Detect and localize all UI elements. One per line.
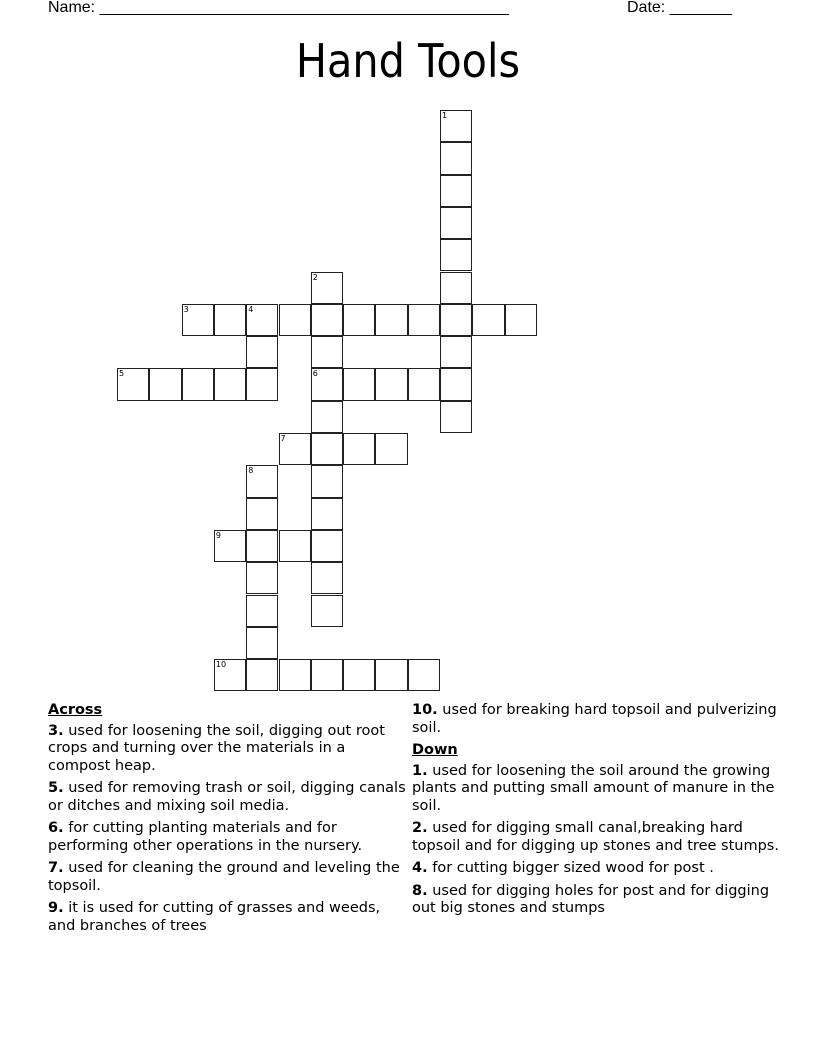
cell-number: 2 [312, 272, 318, 282]
crossword-cell[interactable] [440, 207, 472, 239]
down-heading: Down [412, 742, 458, 758]
crossword-cell[interactable] [440, 336, 472, 368]
crossword-cell[interactable] [375, 368, 407, 400]
crossword-cell[interactable] [246, 562, 278, 594]
clue-down-1 [412, 763, 782, 816]
crossword-cell[interactable] [311, 401, 343, 433]
clue-text: used for loosening the soil, digging out root crops and turning over the materials in a compost heap. [48, 722, 385, 774]
clue-number: 4. [412, 860, 428, 876]
cell-number: 3 [183, 304, 189, 314]
across-heading: Across [48, 702, 103, 718]
clue-text: used for cleaning the ground and leveling the topsoil. [48, 860, 400, 894]
crossword-cell[interactable] [408, 659, 440, 691]
crossword-cell[interactable] [311, 498, 343, 530]
clue-text: for cutting bigger sized wood for post . [427, 860, 714, 876]
cell-number: 9 [215, 530, 221, 540]
crossword-cell[interactable] [246, 336, 278, 368]
crossword-cell[interactable] [311, 336, 343, 368]
crossword-cell[interactable] [440, 401, 472, 433]
clue-number: 5. [48, 780, 64, 796]
crossword-cell[interactable] [246, 465, 278, 497]
crossword-cell[interactable] [375, 433, 407, 465]
clues-left-column [48, 702, 408, 940]
crossword-cell[interactable] [343, 368, 375, 400]
clue-number: 6. [48, 820, 64, 836]
crossword-cell[interactable] [311, 368, 343, 400]
crossword-cell[interactable] [214, 530, 246, 562]
crossword-cell[interactable] [279, 659, 311, 691]
crossword-cell[interactable] [246, 595, 278, 627]
crossword-cell[interactable] [246, 627, 278, 659]
crossword-cell[interactable] [343, 433, 375, 465]
crossword-cell[interactable] [246, 530, 278, 562]
crossword-cell[interactable] [311, 530, 343, 562]
clue-across-6 [48, 820, 408, 855]
clue-number: 2. [412, 820, 428, 836]
crossword-cell[interactable] [279, 304, 311, 336]
clue-down-4 [412, 860, 782, 878]
crossword-cell[interactable] [311, 595, 343, 627]
crossword-cell[interactable] [246, 368, 278, 400]
crossword-cell[interactable] [408, 368, 440, 400]
clue-across-3 [48, 723, 408, 776]
clue-text: used for digging small canal,breaking hard topsoil and for digging up stones and tree stumps. [412, 820, 779, 854]
clue-text: used for removing trash or soil, digging canals or ditches and mixing soil media. [48, 780, 406, 814]
crossword-cell[interactable] [375, 304, 407, 336]
crossword-cell[interactable] [440, 272, 472, 304]
crossword-cell[interactable] [440, 368, 472, 400]
clue-text: for cutting planting materials and for performing other operations in the nursery. [48, 820, 363, 854]
cell-number: 6 [312, 369, 318, 379]
crossword-cell[interactable] [343, 659, 375, 691]
crossword-cell[interactable] [311, 304, 343, 336]
clue-across-9 [48, 900, 408, 935]
crossword-cell[interactable] [440, 110, 472, 142]
crossword-cell[interactable] [311, 659, 343, 691]
cell-number: 4 [248, 304, 254, 314]
crossword-cell[interactable] [375, 659, 407, 691]
crossword-cell[interactable] [246, 498, 278, 530]
crossword-cell[interactable] [343, 304, 375, 336]
crossword-cell[interactable] [117, 368, 149, 400]
clue-across-5 [48, 780, 408, 815]
crossword-cell[interactable] [311, 272, 343, 304]
clue-across-10 [412, 702, 782, 737]
crossword-cell[interactable] [214, 368, 246, 400]
clue-across-7 [48, 860, 408, 895]
crossword-cell[interactable] [440, 304, 472, 336]
crossword-cell[interactable] [279, 530, 311, 562]
clue-text: it is used for cutting of grasses and weeds, and branches of trees [48, 900, 381, 934]
cell-number: 8 [248, 466, 254, 476]
crossword-cell[interactable] [246, 304, 278, 336]
clues-right-column [412, 702, 782, 923]
crossword-cell[interactable] [440, 239, 472, 271]
crossword-cell[interactable] [440, 175, 472, 207]
crossword-cell[interactable] [311, 465, 343, 497]
cell-number: 1 [442, 111, 448, 120]
crossword-cell[interactable] [311, 433, 343, 465]
crossword-cell[interactable] [440, 142, 472, 174]
date-field-label: Date: _______ [627, 0, 732, 16]
cell-number: 5 [119, 369, 125, 379]
name-field-label: Name: ______________________________________________ [48, 0, 509, 16]
crossword-cell[interactable] [311, 562, 343, 594]
crossword-cell[interactable] [149, 368, 181, 400]
crossword-cell[interactable] [182, 368, 214, 400]
crossword-cell[interactable] [408, 304, 440, 336]
clue-down-8 [412, 883, 782, 918]
page-title: Hand Tools [295, 34, 521, 88]
cell-number: 7 [280, 434, 286, 443]
clue-text: used for digging holes for post and for digging out big stones and stumps [412, 882, 770, 916]
cell-number: 10 [215, 660, 227, 670]
clue-number: 1. [412, 762, 428, 779]
crossword-cell[interactable] [246, 659, 278, 691]
crossword-cell[interactable] [472, 304, 504, 336]
crossword-cell[interactable] [505, 304, 537, 336]
clue-text: used for breaking hard topsoil and pulverizing soil. [412, 702, 777, 736]
crossword-cell[interactable] [279, 433, 311, 465]
crossword-cell[interactable] [182, 304, 214, 336]
clue-number: 10. [412, 702, 438, 718]
clue-number: 8. [412, 882, 428, 899]
clue-down-2 [412, 820, 782, 855]
clue-number: 7. [48, 860, 64, 876]
clue-number: 9. [48, 900, 64, 916]
crossword-cell[interactable] [214, 659, 246, 691]
clue-text: used for loosening the soil around the growing plants and putting small amount of manure in the soil. [412, 762, 775, 814]
clue-number: 3. [48, 722, 64, 739]
crossword-cell[interactable] [214, 304, 246, 336]
